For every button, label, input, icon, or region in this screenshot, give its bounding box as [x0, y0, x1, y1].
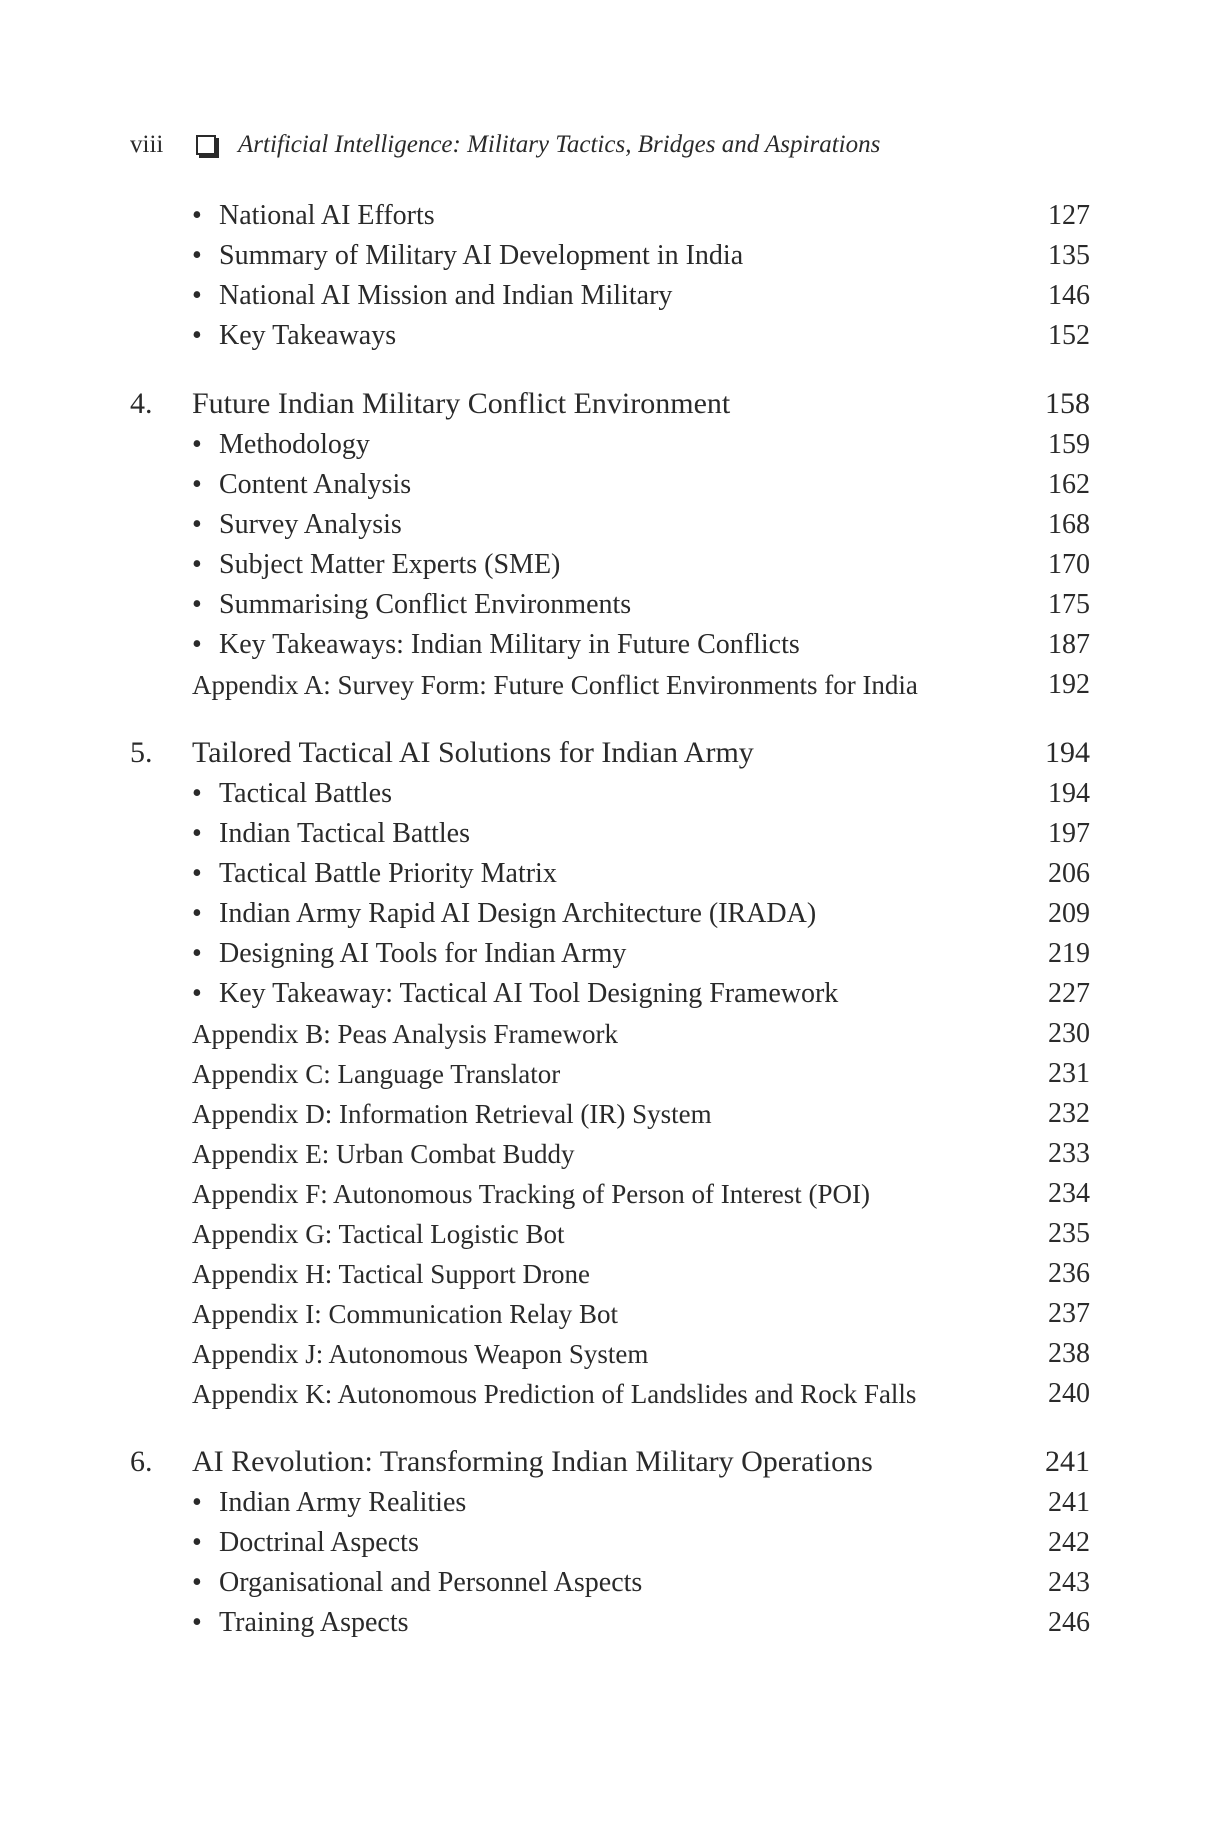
toc-entry-label: • Organisational and Personnel Aspects: [192, 1563, 642, 1603]
toc-page-number: 194: [1048, 778, 1090, 809]
toc-item-row: [130, 196, 1090, 236]
toc-page-number: 234: [1048, 1178, 1090, 1209]
toc-item-row: [130, 1523, 1090, 1563]
toc-entry-label: Appendix A: Survey Form: Future Conflict Environments for India: [192, 670, 918, 700]
toc-entry-label: • National AI Mission and Indian Military: [192, 276, 672, 316]
toc-item-row: [130, 465, 1090, 505]
toc-page-number: 192: [1048, 669, 1090, 700]
toc-item-row: [130, 425, 1090, 465]
toc-appendix-row: [130, 1134, 1090, 1174]
toc-entry-label: • Content Analysis: [192, 465, 411, 505]
toc-page-number: 158: [1045, 387, 1090, 420]
toc-page-number: 235: [1048, 1218, 1090, 1249]
toc-entry-label: • Training Aspects: [192, 1603, 409, 1643]
toc-page-number: 187: [1048, 629, 1090, 660]
toc-entry-label: Tailored Tactical AI Solutions for Indian Army: [192, 736, 754, 769]
running-header: [130, 126, 1090, 164]
toc-page-number: 170: [1048, 549, 1090, 580]
toc-entry-label: Appendix F: Autonomous Tracking of Person of Interest (POI): [192, 1179, 870, 1209]
toc-item-row: [130, 1603, 1090, 1643]
toc-entry-label: Appendix J: Autonomous Weapon System: [192, 1339, 649, 1369]
toc-page-number: 238: [1048, 1338, 1090, 1369]
toc-appendix-row: [130, 1054, 1090, 1094]
toc-entry-label: Appendix C: Language Translator: [192, 1059, 561, 1089]
toc-item-row: [130, 585, 1090, 625]
toc-item-row: [130, 774, 1090, 814]
toc-appendix-row: [130, 1334, 1090, 1374]
toc-chapter-5: [130, 732, 1090, 1414]
toc-entry-label: • National AI Efforts: [192, 196, 435, 236]
toc-entry-label: • Key Takeaways: [192, 316, 396, 356]
toc-entry-label: AI Revolution: Transforming Indian Military Operations: [192, 1445, 873, 1478]
toc-entry-label: • Indian Army Rapid AI Design Architecture (IRADA): [192, 894, 816, 934]
toc-page-number: 241: [1048, 1487, 1090, 1518]
toc-chapter-4: [130, 383, 1090, 705]
toc-appendix-row: [130, 1214, 1090, 1254]
toc-page-number: 233: [1048, 1138, 1090, 1169]
toc-entry-label: Appendix D: Information Retrieval (IR) System: [192, 1099, 712, 1129]
toc-entry-label: • Indian Army Realities: [192, 1483, 466, 1523]
toc-page-number: 243: [1048, 1567, 1090, 1598]
toc-entry-label: Appendix H: Tactical Support Drone: [192, 1259, 591, 1289]
table-of-contents: [130, 196, 1090, 1643]
toc-page-number: 236: [1048, 1258, 1090, 1289]
toc-item-row: [130, 316, 1090, 356]
toc-appendix-row: [130, 1294, 1090, 1334]
toc-page-number: 159: [1048, 429, 1090, 460]
toc-page-number: 237: [1048, 1298, 1090, 1329]
toc-entry-label: • Key Takeaway: Tactical AI Tool Designing Framework: [192, 974, 838, 1014]
toc-chapter-6: [130, 1441, 1090, 1643]
toc-page-number: 219: [1048, 938, 1090, 969]
toc-entry-label: Appendix B: Peas Analysis Framework: [192, 1019, 618, 1049]
toc-item-row: [130, 505, 1090, 545]
toc-entry-label: Future Indian Military Conflict Environment: [192, 387, 731, 420]
toc-chapter-row: [130, 383, 1090, 425]
toc-appendix-row: [130, 1094, 1090, 1134]
toc-page-number: 232: [1048, 1098, 1090, 1129]
toc-appendix-row: [130, 665, 1090, 705]
toc-item-row: [130, 814, 1090, 854]
page-folio: viii: [130, 131, 164, 158]
chapter-number: 4.: [130, 387, 153, 420]
toc-section-continued: [130, 196, 1090, 356]
toc-page-number: 175: [1048, 589, 1090, 620]
toc-entry-label: • Methodology: [192, 425, 370, 465]
toc-page-number: 146: [1048, 280, 1090, 311]
chapter-number: 6.: [130, 1445, 153, 1478]
toc-page-number: 231: [1048, 1058, 1090, 1089]
toc-page-number: 197: [1048, 818, 1090, 849]
toc-page-number: 135: [1048, 240, 1090, 271]
toc-entry-label: • Tactical Battles: [192, 774, 392, 814]
toc-entry-label: • Doctrinal Aspects: [192, 1523, 419, 1563]
toc-entry-label: • Summarising Conflict Environments: [192, 585, 631, 625]
toc-entry-label: • Tactical Battle Priority Matrix: [192, 854, 557, 894]
toc-page-number: 152: [1048, 320, 1090, 351]
toc-entry-label: • Designing AI Tools for Indian Army: [192, 934, 626, 974]
toc-item-row: [130, 545, 1090, 585]
toc-entry-label: • Subject Matter Experts (SME): [192, 545, 560, 585]
toc-item-row: [130, 974, 1090, 1014]
toc-page-number: 168: [1048, 509, 1090, 540]
toc-entry-label: • Summary of Military AI Development in India: [192, 236, 743, 276]
toc-page-number: 246: [1048, 1607, 1090, 1638]
toc-entry-label: • Survey Analysis: [192, 505, 402, 545]
toc-page-number: 230: [1048, 1018, 1090, 1049]
chapter-number: 5.: [130, 736, 153, 769]
toc-chapter-row: [130, 1441, 1090, 1483]
toc-item-row: [130, 276, 1090, 316]
toc-item-row: [130, 236, 1090, 276]
checkbox-ornament-icon: [196, 135, 216, 155]
toc-item-row: [130, 894, 1090, 934]
toc-entry-label: • Indian Tactical Battles: [192, 814, 470, 854]
toc-appendix-row: [130, 1014, 1090, 1054]
toc-entry-label: • Key Takeaways: Indian Military in Future Conflicts: [192, 625, 800, 665]
toc-item-row: [130, 1563, 1090, 1603]
toc-page-number: 127: [1048, 200, 1090, 231]
toc-chapter-row: [130, 732, 1090, 774]
book-title: Artificial Intelligence: Military Tactics, Bridges and Aspirations: [238, 131, 881, 158]
toc-page-number: 242: [1048, 1527, 1090, 1558]
toc-page-number: 162: [1048, 469, 1090, 500]
toc-entry-label: Appendix G: Tactical Logistic Bot: [192, 1219, 565, 1249]
toc-page-number: 206: [1048, 858, 1090, 889]
toc-page-number: 209: [1048, 898, 1090, 929]
toc-page-number: 227: [1048, 978, 1090, 1009]
toc-appendix-row: [130, 1254, 1090, 1294]
toc-item-row: [130, 625, 1090, 665]
toc-entry-label: Appendix E: Urban Combat Buddy: [192, 1139, 575, 1169]
toc-entry-label: Appendix I: Communication Relay Bot: [192, 1299, 618, 1329]
toc-item-row: [130, 854, 1090, 894]
toc-page-number: 194: [1045, 736, 1090, 769]
toc-page-number: 241: [1045, 1445, 1090, 1478]
toc-page-number: 240: [1048, 1378, 1090, 1409]
toc-appendix-row: [130, 1174, 1090, 1214]
toc-item-row: [130, 934, 1090, 974]
toc-entry-label: Appendix K: Autonomous Prediction of Landslides and Rock Falls: [192, 1379, 917, 1409]
toc-item-row: [130, 1483, 1090, 1523]
toc-appendix-row: [130, 1374, 1090, 1414]
